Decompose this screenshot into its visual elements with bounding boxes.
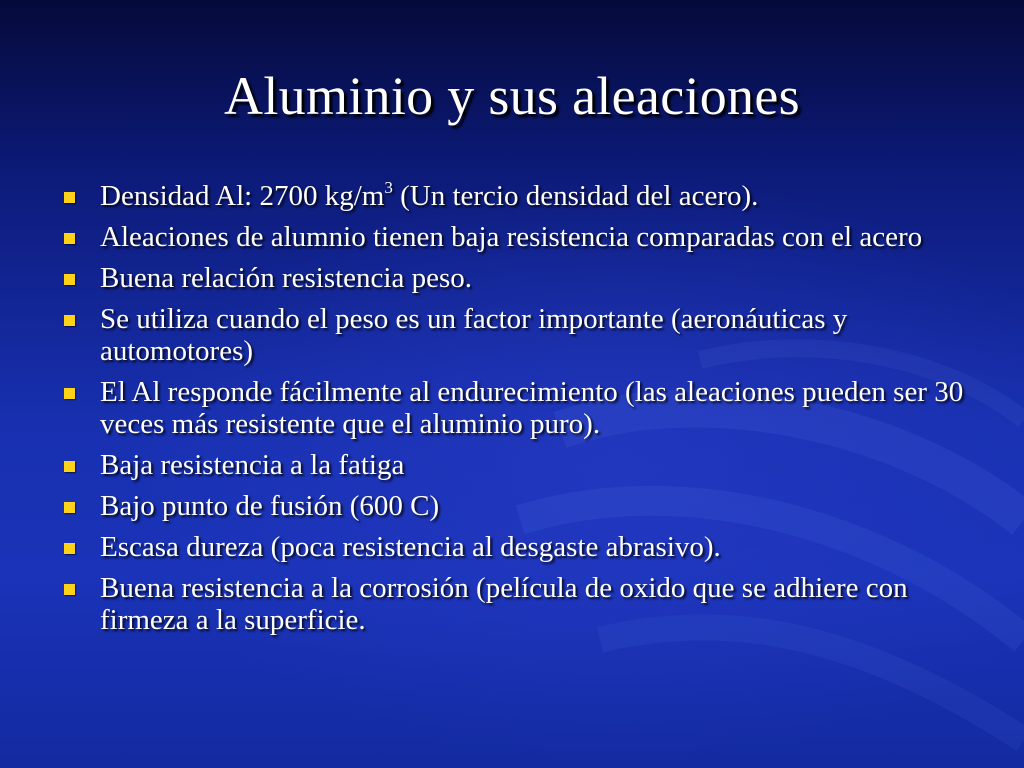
square-bullet-icon xyxy=(64,192,75,203)
bullet-text: Buena resistencia a la corrosión (película de oxido que se adhiere con firmeza a la superficie. xyxy=(100,572,908,636)
bullet-text-density: Densidad Al: 2700 $kg/m^3$ (Un tercio densidad del acero). xyxy=(100,178,759,212)
list-item xyxy=(62,303,982,367)
square-bullet-icon xyxy=(64,315,75,326)
bullet-text: Baja resistencia a la fatiga xyxy=(100,449,405,481)
list-item xyxy=(62,180,982,212)
square-bullet-icon xyxy=(64,584,75,595)
bullet-text: Se utiliza cuando el peso es un factor importante (aeronáuticas y automotores) xyxy=(100,303,848,367)
bullet-list xyxy=(62,180,982,645)
bullet-text: Aleaciones de alumnio tienen baja resistencia comparadas con el acero xyxy=(100,221,923,253)
list-item xyxy=(62,449,982,481)
list-item xyxy=(62,490,982,522)
square-bullet-icon xyxy=(64,274,75,285)
list-item xyxy=(62,376,982,440)
square-bullet-icon xyxy=(64,461,75,472)
bullet-text: El Al responde fácilmente al endurecimiento (las aleaciones pueden ser 30 veces más resistente que el aluminio puro). xyxy=(100,376,964,440)
superscript-cubed: 3 xyxy=(384,178,393,197)
list-item xyxy=(62,221,982,253)
square-bullet-icon xyxy=(64,388,75,399)
list-item xyxy=(62,572,982,636)
square-bullet-icon xyxy=(64,543,75,554)
square-bullet-icon xyxy=(64,502,75,513)
list-item xyxy=(62,262,982,294)
bullet-text: Bajo punto de fusión (600 C) xyxy=(100,490,440,522)
bullet-text: Buena relación resistencia peso. xyxy=(100,262,473,294)
square-bullet-icon xyxy=(64,233,75,244)
slide-title: Aluminio y sus aleaciones xyxy=(224,66,800,126)
bullet-text: Escasa dureza (poca resistencia al desgaste abrasivo). xyxy=(100,531,721,563)
list-item xyxy=(62,531,982,563)
